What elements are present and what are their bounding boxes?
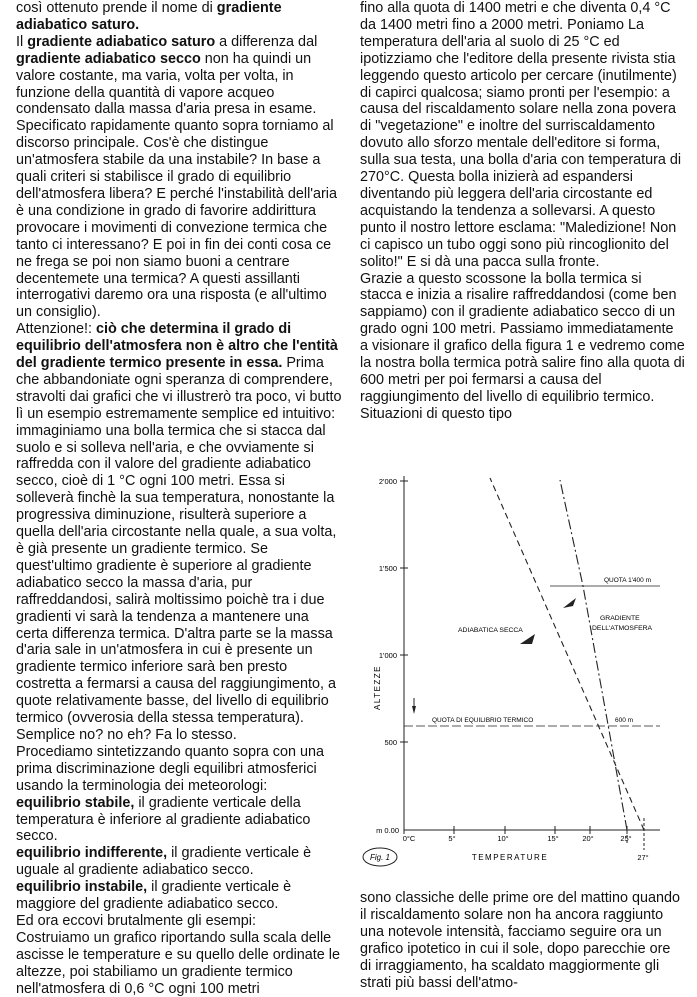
x-tick-label: 0°C bbox=[402, 834, 416, 843]
right-column bbox=[360, 0, 685, 423]
atmosphere-gradient-line bbox=[560, 480, 627, 830]
x-extra-label: 27° bbox=[637, 853, 649, 862]
paragraph bbox=[16, 321, 344, 744]
arrow-icon bbox=[520, 634, 535, 644]
paragraph: Ed ora eccovi brutalmente gli esempi: bbox=[16, 912, 256, 929]
x-tick-label: 10° bbox=[497, 834, 509, 843]
quota-1400-label: QUOTA 1'400 m bbox=[604, 577, 651, 584]
text: il gradiente verticale è maggiore del gradiente adiabatico secco. bbox=[16, 879, 292, 913]
paragraph bbox=[16, 845, 344, 879]
bold-statement: ciò che determina il grado di equilibrio dell'atmosfera non è altro che l'entità del gradiente termico presente in essa. bbox=[16, 321, 338, 372]
paragraph bbox=[16, 0, 344, 34]
dry-adiabatic-line bbox=[490, 478, 644, 830]
x-tick-label: 5° bbox=[448, 834, 456, 843]
x-tick-label: 25° bbox=[620, 834, 632, 843]
fig-label: Fig. 1 bbox=[369, 853, 391, 862]
equilibrium-label: QUOTA DI EQUILIBRIO TERMICO bbox=[432, 717, 534, 724]
paragraph: Costruiamo un grafico riportando sulla scala delle ascisse le temperature e su quello delle ordinate le altezze, poi stabiliamo un gradiente termico nell'atmosfera di 0,6 °C ogni 100 metri bbox=[16, 929, 340, 997]
y-tick-label: 1'000 bbox=[378, 651, 397, 660]
label-600m: 600 m bbox=[615, 717, 634, 724]
text: così ottenuto prende il nome di bbox=[16, 0, 217, 16]
x-tick-label: 20° bbox=[582, 834, 594, 843]
left-column bbox=[16, 0, 344, 997]
gradient-label-1: GRADIENTE bbox=[600, 615, 640, 622]
adiabatic-label: ADIABATICA SECCA bbox=[458, 627, 523, 634]
text: Prima che abbandoniate ogni speranza di comprendere, stravolti dai grafici che vi illustrerò tra poco, vi butto lì un esempio estremamente semplice ed intuitivo: immaginiamo una bolla termica che si stacca dal suolo e si solleva nell'aria, e che ovviamente si raffredda con il valore del gradiente adiabatico secco, cioè di 1 °C ogni 100 metri. Essa si solleverà finchè la sua temperatura, nonostante la progressiva diminuzione, risulterà superiore a quella dell'aria circostante nella quale, a sua volta, è già presente un gradiente termico. Se quest'ultimo gradiente è superiore al gradiente adiabatico secco la massa d'aria, pur raffreddandosi, salirà moltissimo poichè tra i due gradienti vi sarà la tendenza a mantenere una certa differenza termica. D'altra parte se la massa d'aria sale in un'atmosfera in cui è presente un gradiente termico inferiore sarà ben presto costretta a fermarsi a causa del raggiungimento, a quote relativamente basse, del livello di equilibrio termico (ovverosia della stessa temperatura). Semplice no? no eh? Fa lo stesso. bbox=[16, 355, 342, 743]
figure-svg bbox=[360, 468, 685, 886]
y-tick-label: 2'000 bbox=[378, 477, 397, 486]
x-tick-label: 15° bbox=[547, 834, 559, 843]
y-tick-label: 1'500 bbox=[378, 564, 397, 573]
y-axis-title: ALTEZZE bbox=[373, 664, 382, 710]
x-axis-title: TEMPERATURE bbox=[471, 853, 549, 862]
paragraph: Grazie a questo scossone la bolla termica si stacca e inizia a risalire raffreddandosi (come ben sappiamo) con il gradiente adiabatico secco di un grado ogni 100 metri. Passiamo immediatamente a visionare il grafico della figura 1 e vedremo come la nostra bolla termica potrà salire fino alla quota di 600 metri per poi fermarsi a causa del raggiungimento del livello di equilibrio termico. Situazioni di questo tipo bbox=[360, 270, 685, 422]
right-column-bottom bbox=[360, 890, 685, 991]
text: il gradiente verticale della temperatura è inferiore al gradiente adiabatico secco. bbox=[16, 794, 311, 845]
bold-term: gradiente adiabatico secco bbox=[16, 50, 201, 67]
text: non ha quindi un valore costante, ma varia, volta per volta, in funzione della quantità di vapore acqueo condensato dalla massa d'aria presa in esame. Specificato rapidamente quanto sopra torniamo al discorso principale. Cos'è che distingue un'atmosfera stabile da una instabile? In base a quali criteri si stabilisce il grado di equilibrio dell'atmosfera libera? E perché l'instabilità dell'aria è una condizione in grado di favorire addirittura provocare i movimenti di convezione termica che tanto ci interessano? E poi in fin dei conti cosa ce ne frega se poi non siamo buoni a centrare decentemete una termica? A questi assillanti interrogativi daremo ora una risposta (e all'ultimo un consiglio). bbox=[16, 50, 338, 321]
text: Attenzione!: bbox=[16, 321, 96, 338]
text: a differenza dal bbox=[215, 33, 318, 50]
text: il gradiente verticale è uguale al gradiente adiabatico secco. bbox=[16, 845, 312, 879]
gradient-label-2: DELL'ATMOSFERA bbox=[592, 625, 653, 632]
figure-1 bbox=[360, 468, 685, 886]
paragraph: sono classiche delle prime ore del mattino quando il riscaldamento solare non ha ancora raggiunto una notevole intensità, facciamo seguire ora un grafico ipotetico in cui il sole, dopo parecchie ore di irraggiamento, ha scaldato maggiormente gli strati più bassi dell'atmo- bbox=[360, 890, 680, 991]
paragraph: Procediamo sintetizzando quanto sopra con una prima discriminazione degli equilibri atmosferici usando la terminologia dei meteorologi: bbox=[16, 743, 325, 794]
paragraph bbox=[16, 34, 344, 321]
bold-term: equilibrio instabile, bbox=[16, 879, 148, 896]
bold-term: equilibrio stabile, bbox=[16, 794, 135, 811]
bold-term: equilibrio indifferente, bbox=[16, 845, 168, 862]
bold-term: gradiente adiabatico saturo. bbox=[16, 0, 282, 33]
paragraph: fino alla quota di 1400 metri e che diventa 0,4 °C da 1400 metri fino a 2000 metri. Poniamo La temperatura dell'aria al suolo di 25 °C ed ipotizziamo che l'editore della presente rivista stia leggendo questo articolo per cercare (inutilmente) di capirci qualcosa; siamo pronti per l'esempio: a causa del riscaldamento solare nella zona povera di "vegetazione" e inoltre del surriscaldamento dovuto allo sforzo mentale dell'editore si forma, sulla sua testa, una bolla d'aria con temperatura di 270°C. Questa bolla inizierà ad espandersi diventando più leggera dell'aria circostante ed acquistando la tendenza a sollevarsi. A questo punto il nostro lettore esclama: "Maledizione! Non ci capisco un tubo oggi sono più rincoglionito del solito!" E si dà una pacca sulla fronte. bbox=[360, 0, 682, 270]
text: Il bbox=[16, 33, 28, 50]
bold-term: gradiente adiabatico saturo bbox=[27, 33, 216, 50]
paragraph bbox=[16, 795, 344, 846]
y-tick-label: m 0.00 bbox=[376, 826, 399, 835]
y-tick-label: 500 bbox=[384, 738, 397, 747]
arrow-icon bbox=[563, 598, 576, 608]
paragraph bbox=[16, 879, 344, 913]
